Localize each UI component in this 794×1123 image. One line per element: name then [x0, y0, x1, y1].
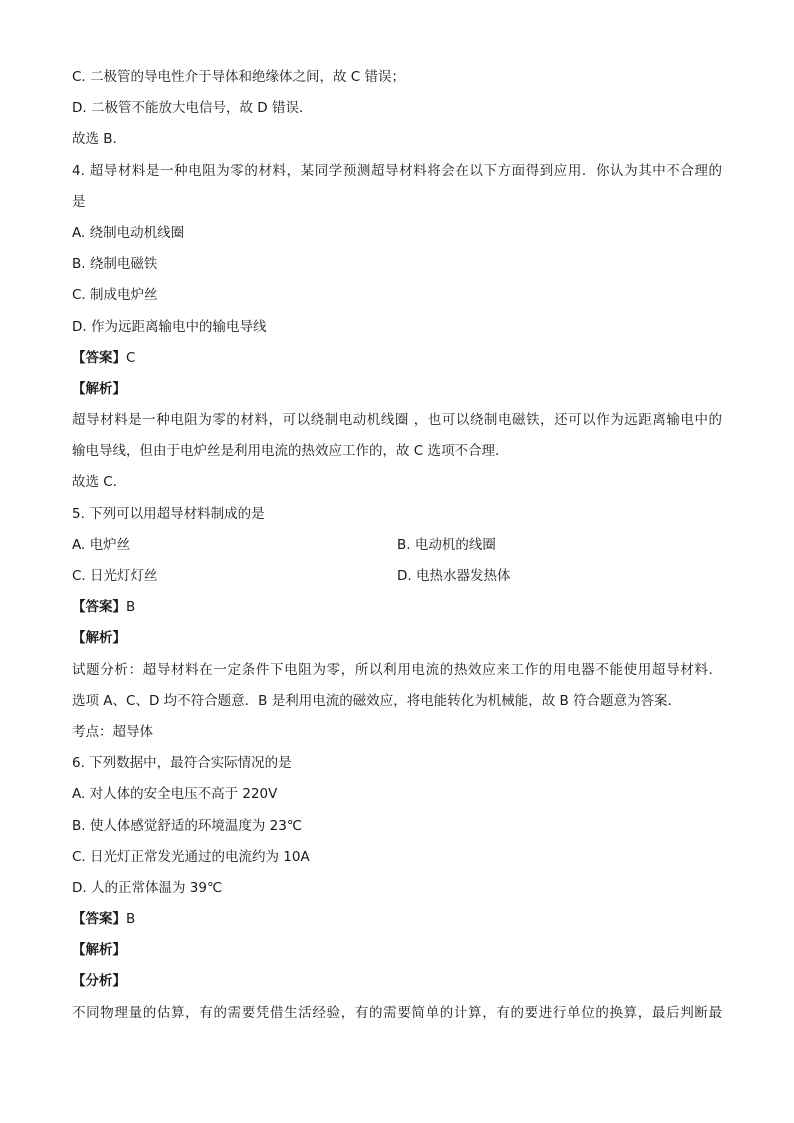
- q5-topic: 考点：超导体: [72, 723, 153, 740]
- q6-analysis-tag: 【解析】: [72, 942, 126, 959]
- q5-analysis-line2: 选项 A、C、D 均不符合题意．B 是利用电流的磁效应，将电能转化为机械能，故 B 符合题意为答案．: [72, 692, 682, 709]
- q4-stem-line2: 是: [72, 193, 86, 210]
- q6-fenxi-line1: 不同物理量的估算，有的需要凭借生活经验，有的需要简单的计算，有的要进行单位的换算，最后判断最: [72, 1004, 722, 1021]
- q6-option-c: C. 日光灯正常发光通过的电流约为 10A: [72, 848, 310, 865]
- q5-answer-tag: 【答案】: [72, 599, 126, 616]
- q6-stem: 6. 下列数据中，最符合实际情况的是: [72, 755, 292, 772]
- q5-answer-value: B: [126, 599, 136, 616]
- q3-conclusion: 故选 B.: [72, 131, 117, 148]
- q6-option-a: A. 对人体的安全电压不高于 220V: [72, 786, 278, 803]
- q4-conclusion: 故选 C．: [72, 474, 127, 491]
- q5-option-b: B. 电动机的线圈: [397, 536, 496, 553]
- q4-answer-tag: 【答案】: [72, 349, 126, 366]
- q4-option-d: D. 作为远距离输电中的输电导线: [72, 318, 267, 335]
- q4-option-b: B. 绕制电磁铁: [72, 256, 158, 273]
- q5-option-c: C. 日光灯灯丝: [72, 568, 158, 584]
- q4-analysis-line1: 超导材料是一种电阻为零的材料，可以绕制电动机线圈 ，也可以绕制电磁铁，还可以作为远距离输电中的: [72, 412, 722, 429]
- q5-stem: 5. 下列可以用超导材料制成的是: [72, 505, 265, 522]
- document-page: [72, 62, 722, 1029]
- q6-answer-value: B: [126, 911, 136, 928]
- q6-option-b: B. 使人体感觉舒适的环境温度为 23℃: [72, 817, 302, 834]
- q5-option-d: D. 电热水器发热体: [397, 568, 511, 584]
- q4-option-a: A. 绕制电动机线圈: [72, 224, 185, 241]
- q4-analysis-line2: 输电导线，但由于电炉丝是利用电流的热效应工作的，故 C 选项不合理．: [72, 443, 509, 460]
- q6-answer-tag: 【答案】: [72, 911, 126, 928]
- q3-option-c: C. 二极管的导电性介于导体和绝缘体之间，故 C 错误；: [72, 69, 406, 85]
- q5-option-a: A. 电炉丝: [72, 536, 131, 553]
- q6-option-d: D. 人的正常体温为 39℃: [72, 879, 223, 896]
- q3-option-d: D. 二极管不能放大电信号，故 D 错误．: [72, 100, 313, 117]
- q5-answer: [72, 592, 722, 623]
- q4-answer: [72, 343, 722, 374]
- q5-options-row1: [72, 530, 722, 561]
- q5-options-row2: [72, 561, 722, 592]
- q6-answer: [72, 904, 722, 935]
- q6-fenxi-tag: 【分析】: [72, 973, 126, 990]
- q5-analysis-line1: 试题分析：超导材料在一定条件下电阻为零，所以利用电流的热效应来工作的用电器不能使用超导材料．: [72, 661, 722, 678]
- q4-answer-value: C: [126, 349, 136, 366]
- q5-analysis-tag: 【解析】: [72, 630, 126, 647]
- q4-option-c: C. 制成电炉丝: [72, 287, 158, 304]
- q4-analysis-tag: 【解析】: [72, 380, 126, 397]
- q4-stem-line1: 4. 超导材料是一种电阻为零的材料，某同学预测超导材料将会在以下方面得到应用．你认为其中不合理的: [72, 162, 722, 179]
